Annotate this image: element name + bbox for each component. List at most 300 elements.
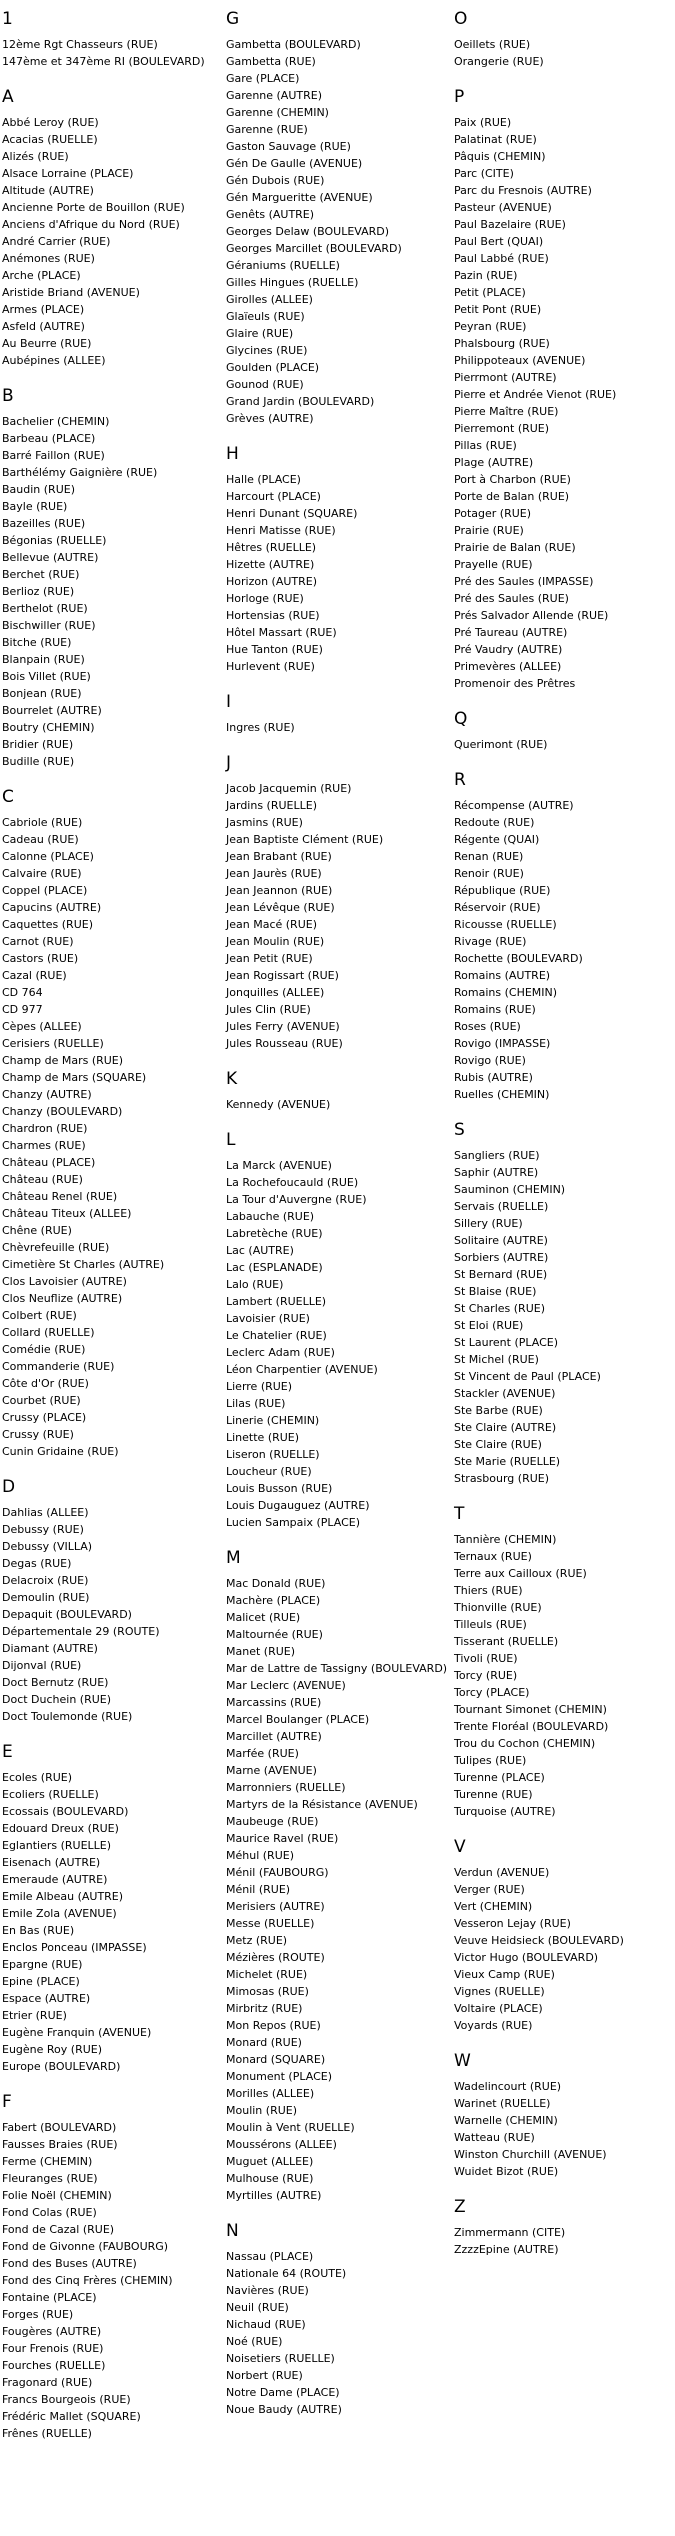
street-item: Halle (PLACE) bbox=[226, 473, 301, 486]
street-list bbox=[454, 1864, 675, 2034]
street-item: Lierre (RUE) bbox=[226, 1380, 293, 1393]
street-item: Mézières (ROUTE) bbox=[226, 1951, 325, 1964]
letter-section bbox=[454, 1119, 675, 1487]
street-item: Mac Donald (RUE) bbox=[226, 1577, 326, 1590]
street-item: Ingres (RUE) bbox=[226, 721, 295, 734]
street-item: Parc du Fresnois (AUTRE) bbox=[454, 184, 592, 197]
street-item: Comédie (RUE) bbox=[2, 1343, 86, 1356]
street-item: Fragonard (RUE) bbox=[2, 2376, 93, 2389]
street-item: Leclerc Adam (RUE) bbox=[226, 1346, 335, 1359]
street-item: Redoute (RUE) bbox=[454, 816, 535, 829]
street-item: Monard (SQUARE) bbox=[226, 2053, 326, 2066]
street-item: Prairie de Balan (RUE) bbox=[454, 541, 576, 554]
street-item: Depaquit (BOULEVARD) bbox=[2, 1608, 132, 1621]
street-item: Pâquis (CHEMIN) bbox=[454, 150, 546, 163]
street-item: Ste Claire (AUTRE) bbox=[454, 1421, 557, 1434]
street-item: Promenoir des Prêtres bbox=[454, 677, 576, 690]
street-item: Budille (RUE) bbox=[2, 755, 75, 768]
street-item: Mirbritz (RUE) bbox=[226, 2002, 303, 2015]
index-column-3 bbox=[454, 8, 675, 2274]
street-list bbox=[2, 413, 227, 770]
street-item: Eugène Franquin (AVENUE) bbox=[2, 2026, 152, 2039]
street-item: Récompense (AUTRE) bbox=[454, 799, 574, 812]
street-item: Eugène Roy (RUE) bbox=[2, 2043, 103, 2056]
street-item: Cimetière St Charles (AUTRE) bbox=[2, 1258, 165, 1271]
street-item: Victor Hugo (BOULEVARD) bbox=[454, 1951, 599, 1964]
street-item: Primevères (ALLEE) bbox=[454, 660, 562, 673]
street-list bbox=[2, 114, 227, 369]
street-item: St Eloi (RUE) bbox=[454, 1319, 524, 1332]
street-item: Champ de Mars (SQUARE) bbox=[2, 1071, 147, 1084]
street-item: Eisenach (AUTRE) bbox=[2, 1856, 101, 1869]
street-item: Petit Pont (RUE) bbox=[454, 303, 542, 316]
street-item: Berthelot (RUE) bbox=[2, 602, 88, 615]
letter-heading: T bbox=[454, 1504, 465, 1524]
street-item: Aristide Briand (AVENUE) bbox=[2, 286, 140, 299]
street-item: Bischwiller (RUE) bbox=[2, 619, 96, 632]
letter-section bbox=[454, 708, 675, 753]
street-item: Jean Macé (RUE) bbox=[226, 918, 317, 931]
street-item: Gén Margueritte (AVENUE) bbox=[226, 191, 373, 204]
street-item: Veuve Heidsieck (BOULEVARD) bbox=[454, 1934, 624, 1947]
street-item: Horizon (AUTRE) bbox=[226, 575, 318, 588]
street-item: Baudin (RUE) bbox=[2, 483, 75, 496]
street-item: Lilas (RUE) bbox=[226, 1397, 286, 1410]
street-list bbox=[226, 36, 454, 427]
street-item: Wadelincourt (RUE) bbox=[454, 2080, 562, 2093]
street-item: Lambert (RUELLE) bbox=[226, 1295, 327, 1308]
letter-heading: D bbox=[2, 1477, 16, 1497]
street-item: Barthélémy Gaignière (RUE) bbox=[2, 466, 158, 479]
street-item: Lavoisier (RUE) bbox=[226, 1312, 310, 1325]
street-item: Frédéric Mallet (SQUARE) bbox=[2, 2410, 141, 2423]
letter-section bbox=[2, 8, 227, 70]
street-item: Machère (PLACE) bbox=[226, 1594, 321, 1607]
street-item: Edouard Dreux (RUE) bbox=[2, 1822, 119, 1835]
street-item: Champ de Mars (RUE) bbox=[2, 1054, 124, 1067]
street-item: Terre aux Cailloux (RUE) bbox=[454, 1567, 587, 1580]
street-item: Castors (RUE) bbox=[2, 952, 79, 965]
street-item: Jean Moulin (RUE) bbox=[226, 935, 325, 948]
street-item: Vieux Camp (RUE) bbox=[454, 1968, 555, 1981]
street-item: Frênes (RUELLE) bbox=[2, 2427, 92, 2440]
index-column-1 bbox=[2, 8, 227, 2458]
street-item: Moulin à Vent (RUELLE) bbox=[226, 2121, 355, 2134]
street-item: Château (RUE) bbox=[2, 1173, 83, 1186]
street-item: Jean Baptiste Clément (RUE) bbox=[226, 833, 384, 846]
street-item: Anciens d'Afrique du Nord (RUE) bbox=[2, 218, 180, 231]
street-item: Pasteur (AVENUE) bbox=[454, 201, 552, 214]
street-item: Gilles Hingues (RUELLE) bbox=[226, 276, 359, 289]
letter-section bbox=[454, 1836, 675, 2034]
street-item: Alizés (RUE) bbox=[2, 150, 69, 163]
street-item: St Michel (RUE) bbox=[454, 1353, 539, 1366]
street-item: Vert (CHEMIN) bbox=[454, 1900, 533, 1913]
street-item: Enclos Ponceau (IMPASSE) bbox=[2, 1941, 147, 1954]
street-item: Ste Marie (RUELLE) bbox=[454, 1455, 561, 1468]
street-item: Chardron (RUE) bbox=[2, 1122, 88, 1135]
letter-section bbox=[226, 691, 454, 736]
street-item: Doct Toulemonde (RUE) bbox=[2, 1710, 133, 1723]
street-item: Warnelle (CHEMIN) bbox=[454, 2114, 558, 2127]
street-item: Porte de Balan (RUE) bbox=[454, 490, 570, 503]
street-item: Maurice Ravel (RUE) bbox=[226, 1832, 339, 1845]
street-item: Pillas (RUE) bbox=[454, 439, 517, 452]
street-list bbox=[454, 1147, 675, 1487]
street-item: Bois Villet (RUE) bbox=[2, 670, 91, 683]
letter-section bbox=[454, 1503, 675, 1820]
street-item: Cadeau (RUE) bbox=[2, 833, 79, 846]
street-item: Potager (RUE) bbox=[454, 507, 532, 520]
street-item: Manet (RUE) bbox=[226, 1645, 296, 1658]
index-column-2 bbox=[226, 8, 454, 2434]
street-item: Ste Claire (RUE) bbox=[454, 1438, 542, 1451]
street-item: Voyards (RUE) bbox=[454, 2019, 533, 2032]
street-item: Jules Rousseau (RUE) bbox=[226, 1037, 343, 1050]
street-item: Rochette (BOULEVARD) bbox=[454, 952, 583, 965]
street-item: Jardins (RUELLE) bbox=[226, 799, 317, 812]
street-item: CD 977 bbox=[2, 1003, 43, 1016]
letter-section bbox=[2, 86, 227, 369]
street-item: Four Frenois (RUE) bbox=[2, 2342, 104, 2355]
street-item: Jonquilles (ALLEE) bbox=[226, 986, 325, 999]
street-item: Lalo (RUE) bbox=[226, 1278, 284, 1291]
street-item: Goulden (PLACE) bbox=[226, 361, 320, 374]
letter-section bbox=[226, 8, 454, 427]
street-item: Au Beurre (RUE) bbox=[2, 337, 92, 350]
street-item: Grand Jardin (BOULEVARD) bbox=[226, 395, 375, 408]
street-item: Debussy (RUE) bbox=[2, 1523, 84, 1536]
street-item: Turenne (RUE) bbox=[454, 1788, 533, 1801]
street-item: Fourches (RUELLE) bbox=[2, 2359, 106, 2372]
street-list bbox=[226, 1157, 454, 1531]
letter-heading: A bbox=[2, 87, 14, 107]
street-item: Jules Ferry (AVENUE) bbox=[226, 1020, 340, 1033]
street-item: Marfée (RUE) bbox=[226, 1747, 299, 1760]
street-item: Romains (CHEMIN) bbox=[454, 986, 558, 999]
street-item: Courbet (RUE) bbox=[2, 1394, 81, 1407]
street-item: Delacroix (RUE) bbox=[2, 1574, 89, 1587]
street-item: Norbert (RUE) bbox=[226, 2369, 303, 2382]
street-item: Emile Zola (AVENUE) bbox=[2, 1907, 117, 1920]
street-item: Port à Charbon (RUE) bbox=[454, 473, 571, 486]
street-item: Prairie (RUE) bbox=[454, 524, 524, 537]
street-item: Lac (ESPLANADE) bbox=[226, 1261, 323, 1274]
street-item: Petit (PLACE) bbox=[454, 286, 526, 299]
street-item: Blanpain (RUE) bbox=[2, 653, 85, 666]
street-item: Cerisiers (RUELLE) bbox=[2, 1037, 104, 1050]
street-item: Le Chatelier (RUE) bbox=[226, 1329, 327, 1342]
street-item: Hurlevent (RUE) bbox=[226, 660, 315, 673]
street-item: Jean Jeannon (RUE) bbox=[226, 884, 333, 897]
letter-section bbox=[226, 1129, 454, 1531]
street-item: Calvaire (RUE) bbox=[2, 867, 82, 880]
street-item: Voltaire (PLACE) bbox=[454, 2002, 543, 2015]
street-item: Cunin Gridaine (RUE) bbox=[2, 1445, 119, 1458]
street-item: Metz (RUE) bbox=[226, 1934, 288, 1947]
street-item: Peyran (RUE) bbox=[454, 320, 527, 333]
street-item: 12ème Rgt Chasseurs (RUE) bbox=[2, 38, 158, 51]
street-item: Zimmermann (CITE) bbox=[454, 2226, 566, 2239]
street-list bbox=[454, 797, 675, 1103]
street-item: Collard (RUELLE) bbox=[2, 1326, 95, 1339]
street-item: Bazeilles (RUE) bbox=[2, 517, 86, 530]
street-item: Doct Duchein (RUE) bbox=[2, 1693, 112, 1706]
street-item: Georges Delaw (BOULEVARD) bbox=[226, 225, 390, 238]
street-item: Château (PLACE) bbox=[2, 1156, 96, 1169]
letter-heading: F bbox=[2, 2092, 12, 2112]
street-item: Sillery (RUE) bbox=[454, 1217, 523, 1230]
street-item: Malicet (RUE) bbox=[226, 1611, 301, 1624]
street-item: Berchet (RUE) bbox=[2, 568, 80, 581]
street-item: Jules Clin (RUE) bbox=[226, 1003, 311, 1016]
street-item: Noue Baudy (AUTRE) bbox=[226, 2403, 342, 2416]
street-item: Barbeau (PLACE) bbox=[2, 432, 96, 445]
street-item: Moulin (RUE) bbox=[226, 2104, 298, 2117]
street-item: Fond des Buses (AUTRE) bbox=[2, 2257, 137, 2270]
street-item: Forges (RUE) bbox=[2, 2308, 74, 2321]
street-item: Gén De Gaulle (AVENUE) bbox=[226, 157, 363, 170]
letter-heading: C bbox=[2, 787, 14, 807]
street-item: La Marck (AVENUE) bbox=[226, 1159, 332, 1172]
street-item: Pré Taureau (AUTRE) bbox=[454, 626, 568, 639]
street-list bbox=[454, 736, 675, 753]
street-item: Linerie (CHEMIN) bbox=[226, 1414, 320, 1427]
street-item: Paul Bazelaire (RUE) bbox=[454, 218, 566, 231]
street-list bbox=[454, 1531, 675, 1820]
street-item: Torcy (PLACE) bbox=[454, 1686, 530, 1699]
street-item: Garenne (CHEMIN) bbox=[226, 106, 329, 119]
street-item: Trou du Cochon (CHEMIN) bbox=[454, 1737, 596, 1750]
street-item: Garenne (AUTRE) bbox=[226, 89, 322, 102]
street-item: Tournant Simonet (CHEMIN) bbox=[454, 1703, 607, 1716]
street-item: Ménil (FAUBOURG) bbox=[226, 1866, 329, 1879]
street-item: Lac (AUTRE) bbox=[226, 1244, 294, 1257]
street-item: Bégonias (RUELLE) bbox=[2, 534, 107, 547]
letter-heading: K bbox=[226, 1069, 238, 1089]
letter-section bbox=[226, 2220, 454, 2418]
street-item: Régente (QUAI) bbox=[454, 833, 540, 846]
street-item: Ecossais (BOULEVARD) bbox=[2, 1805, 129, 1818]
street-item: Ecoliers (RUELLE) bbox=[2, 1788, 99, 1801]
street-item: Turquoise (AUTRE) bbox=[454, 1805, 556, 1818]
street-item: Nassau (PLACE) bbox=[226, 2250, 314, 2263]
street-item: CD 764 bbox=[2, 986, 43, 999]
street-item: Bridier (RUE) bbox=[2, 738, 74, 751]
street-item: Mulhouse (RUE) bbox=[226, 2172, 314, 2185]
street-item: Gambetta (BOULEVARD) bbox=[226, 38, 361, 51]
street-item: Carnot (RUE) bbox=[2, 935, 74, 948]
street-item: Bonjean (RUE) bbox=[2, 687, 82, 700]
street-item: Jean Jaurès (RUE) bbox=[226, 867, 322, 880]
street-list bbox=[454, 2224, 675, 2258]
street-item: Michelet (RUE) bbox=[226, 1968, 308, 1981]
letter-heading: P bbox=[454, 87, 465, 107]
street-item: Acacias (RUELLE) bbox=[2, 133, 98, 146]
street-item: Paul Bert (QUAI) bbox=[454, 235, 544, 248]
street-item: Liseron (RUELLE) bbox=[226, 1448, 320, 1461]
street-item: Pierrmont (AUTRE) bbox=[454, 371, 557, 384]
street-item: Dijonval (RUE) bbox=[2, 1659, 82, 1672]
street-item: Paul Labbé (RUE) bbox=[454, 252, 549, 265]
letter-heading: R bbox=[454, 770, 466, 790]
street-item: Jasmins (RUE) bbox=[226, 816, 303, 829]
street-item: Thionville (RUE) bbox=[454, 1601, 542, 1614]
street-item: Ferme (CHEMIN) bbox=[2, 2155, 93, 2168]
letter-heading: H bbox=[226, 444, 239, 464]
street-item: Turenne (PLACE) bbox=[454, 1771, 545, 1784]
street-item: St Bernard (RUE) bbox=[454, 1268, 548, 1281]
street-item: Mar Leclerc (AVENUE) bbox=[226, 1679, 346, 1692]
street-item: Chanzy (BOULEVARD) bbox=[2, 1105, 123, 1118]
street-item: Colbert (RUE) bbox=[2, 1309, 77, 1322]
street-item: Marne (AVENUE) bbox=[226, 1764, 317, 1777]
letter-heading: Q bbox=[454, 709, 468, 729]
street-item: Pré Vaudry (AUTRE) bbox=[454, 643, 563, 656]
street-item: Asfeld (AUTRE) bbox=[2, 320, 85, 333]
street-item: Bitche (RUE) bbox=[2, 636, 72, 649]
street-item: Moussérons (ALLEE) bbox=[226, 2138, 337, 2151]
street-item: Ste Barbe (RUE) bbox=[454, 1404, 543, 1417]
street-item: Chanzy (AUTRE) bbox=[2, 1088, 92, 1101]
street-item: Debussy (VILLA) bbox=[2, 1540, 93, 1553]
street-list bbox=[2, 36, 227, 70]
letter-section bbox=[2, 786, 227, 1460]
street-item: Pierremont (RUE) bbox=[454, 422, 550, 435]
street-item: Labauche (RUE) bbox=[226, 1210, 315, 1223]
street-item: Fabert (BOULEVARD) bbox=[2, 2121, 117, 2134]
letter-heading: Z bbox=[454, 2197, 466, 2217]
street-item: Pré des Saules (RUE) bbox=[454, 592, 569, 605]
street-item: Folie Noël (CHEMIN) bbox=[2, 2189, 112, 2202]
street-item: La Rochefoucauld (RUE) bbox=[226, 1176, 359, 1189]
street-item: République (RUE) bbox=[454, 884, 551, 897]
street-item: Francs Bourgeois (RUE) bbox=[2, 2393, 131, 2406]
street-item: Querimont (RUE) bbox=[454, 738, 548, 751]
letter-heading: N bbox=[226, 2221, 239, 2241]
street-list bbox=[2, 1504, 227, 1725]
street-item: Trente Floréal (BOULEVARD) bbox=[454, 1720, 609, 1733]
street-item: Nichaud (RUE) bbox=[226, 2318, 306, 2331]
street-item: Caquettes (RUE) bbox=[2, 918, 93, 931]
street-item: St Blaise (RUE) bbox=[454, 1285, 537, 1298]
street-list bbox=[2, 2119, 227, 2442]
street-item: Château Renel (RUE) bbox=[2, 1190, 118, 1203]
street-item: Jean Brabant (RUE) bbox=[226, 850, 332, 863]
street-item: Cabriole (RUE) bbox=[2, 816, 83, 829]
street-item: Ecoles (RUE) bbox=[2, 1771, 73, 1784]
street-item: Vesseron Lejay (RUE) bbox=[454, 1917, 571, 1930]
street-item: Eglantiers (RUELLE) bbox=[2, 1839, 112, 1852]
street-item: St Laurent (PLACE) bbox=[454, 1336, 559, 1349]
letter-heading: 1 bbox=[2, 9, 13, 29]
street-item: Muguet (ALLEE) bbox=[226, 2155, 314, 2168]
street-item: Emeraude (AUTRE) bbox=[2, 1873, 108, 1886]
street-list bbox=[226, 780, 454, 1052]
letter-section bbox=[226, 1068, 454, 1113]
street-item: St Charles (RUE) bbox=[454, 1302, 545, 1315]
street-item: Coppel (PLACE) bbox=[2, 884, 88, 897]
street-item: Méhul (RUE) bbox=[226, 1849, 294, 1862]
street-item: Monard (RUE) bbox=[226, 2036, 302, 2049]
letter-heading: I bbox=[226, 692, 232, 712]
letter-heading: B bbox=[2, 386, 14, 406]
street-item: Epine (PLACE) bbox=[2, 1975, 80, 1988]
street-item: Gounod (RUE) bbox=[226, 378, 304, 391]
street-item: Neuil (RUE) bbox=[226, 2301, 289, 2314]
street-item: Notre Dame (PLACE) bbox=[226, 2386, 340, 2399]
street-item: Saphir (AUTRE) bbox=[454, 1166, 539, 1179]
street-item: Hôtel Massart (RUE) bbox=[226, 626, 337, 639]
street-item: Espace (AUTRE) bbox=[2, 1992, 91, 2005]
street-list bbox=[226, 1096, 454, 1113]
street-item: Tisserant (RUELLE) bbox=[454, 1635, 559, 1648]
street-item: Capucins (AUTRE) bbox=[2, 901, 102, 914]
street-item: Tivoli (RUE) bbox=[454, 1652, 518, 1665]
street-item: Monument (PLACE) bbox=[226, 2070, 332, 2083]
street-item: Maubeuge (RUE) bbox=[226, 1815, 319, 1828]
street-item: Labretèche (RUE) bbox=[226, 1227, 323, 1240]
street-item: Emile Albeau (AUTRE) bbox=[2, 1890, 124, 1903]
letter-heading: S bbox=[454, 1120, 465, 1140]
street-item: Martyrs de la Résistance (AVENUE) bbox=[226, 1798, 418, 1811]
street-item: Pazin (RUE) bbox=[454, 269, 518, 282]
street-item: Fond de Givonne (FAUBOURG) bbox=[2, 2240, 169, 2253]
street-item: Degas (RUE) bbox=[2, 1557, 72, 1570]
street-item: Charmes (RUE) bbox=[2, 1139, 86, 1152]
letter-section bbox=[2, 385, 227, 770]
letter-heading: G bbox=[226, 9, 240, 29]
street-list bbox=[2, 814, 227, 1460]
street-item: Stackler (AVENUE) bbox=[454, 1387, 556, 1400]
street-item: Genêts (AUTRE) bbox=[226, 208, 315, 221]
street-item: Wuidet Bizot (RUE) bbox=[454, 2165, 559, 2178]
street-item: Renan (RUE) bbox=[454, 850, 524, 863]
street-item: Ménil (RUE) bbox=[226, 1883, 291, 1896]
street-item: Boutry (CHEMIN) bbox=[2, 721, 95, 734]
street-item: Fond Colas (RUE) bbox=[2, 2206, 97, 2219]
street-item: Marronniers (RUELLE) bbox=[226, 1781, 346, 1794]
street-item: Morilles (ALLEE) bbox=[226, 2087, 315, 2100]
street-list bbox=[226, 1575, 454, 2204]
street-item: Glaïeuls (RUE) bbox=[226, 310, 305, 323]
street-item: Hizette (AUTRE) bbox=[226, 558, 315, 571]
street-item: La Tour d'Auvergne (RUE) bbox=[226, 1193, 367, 1206]
street-item: 147ème et 347ème RI (BOULEVARD) bbox=[2, 55, 205, 68]
street-item: Romains (AUTRE) bbox=[454, 969, 551, 982]
street-item: Orangerie (RUE) bbox=[454, 55, 544, 68]
street-item: Tannière (CHEMIN) bbox=[454, 1533, 557, 1546]
street-item: Gambetta (RUE) bbox=[226, 55, 316, 68]
street-item: Fond de Cazal (RUE) bbox=[2, 2223, 115, 2236]
street-list bbox=[226, 719, 454, 736]
street-item: Sorbiers (AUTRE) bbox=[454, 1251, 549, 1264]
letter-heading: E bbox=[2, 1742, 13, 1762]
street-item: Bachelier (CHEMIN) bbox=[2, 415, 110, 428]
street-item: Winston Churchill (AVENUE) bbox=[454, 2148, 607, 2161]
street-item: Pierre et Andrée Vienot (RUE) bbox=[454, 388, 617, 401]
street-item: Europe (BOULEVARD) bbox=[2, 2060, 121, 2073]
street-item: ZzzzEpine (AUTRE) bbox=[454, 2243, 559, 2256]
letter-heading: V bbox=[454, 1837, 466, 1857]
street-item: Paix (RUE) bbox=[454, 116, 512, 129]
street-item: Jean Lévêque (RUE) bbox=[226, 901, 335, 914]
street-item: Verdun (AVENUE) bbox=[454, 1866, 550, 1879]
street-item: Marcel Boulanger (PLACE) bbox=[226, 1713, 370, 1726]
street-item: Départementale 29 (ROUTE) bbox=[2, 1625, 160, 1638]
street-item: Gare (PLACE) bbox=[226, 72, 300, 85]
street-item: Noé (RUE) bbox=[226, 2335, 283, 2348]
